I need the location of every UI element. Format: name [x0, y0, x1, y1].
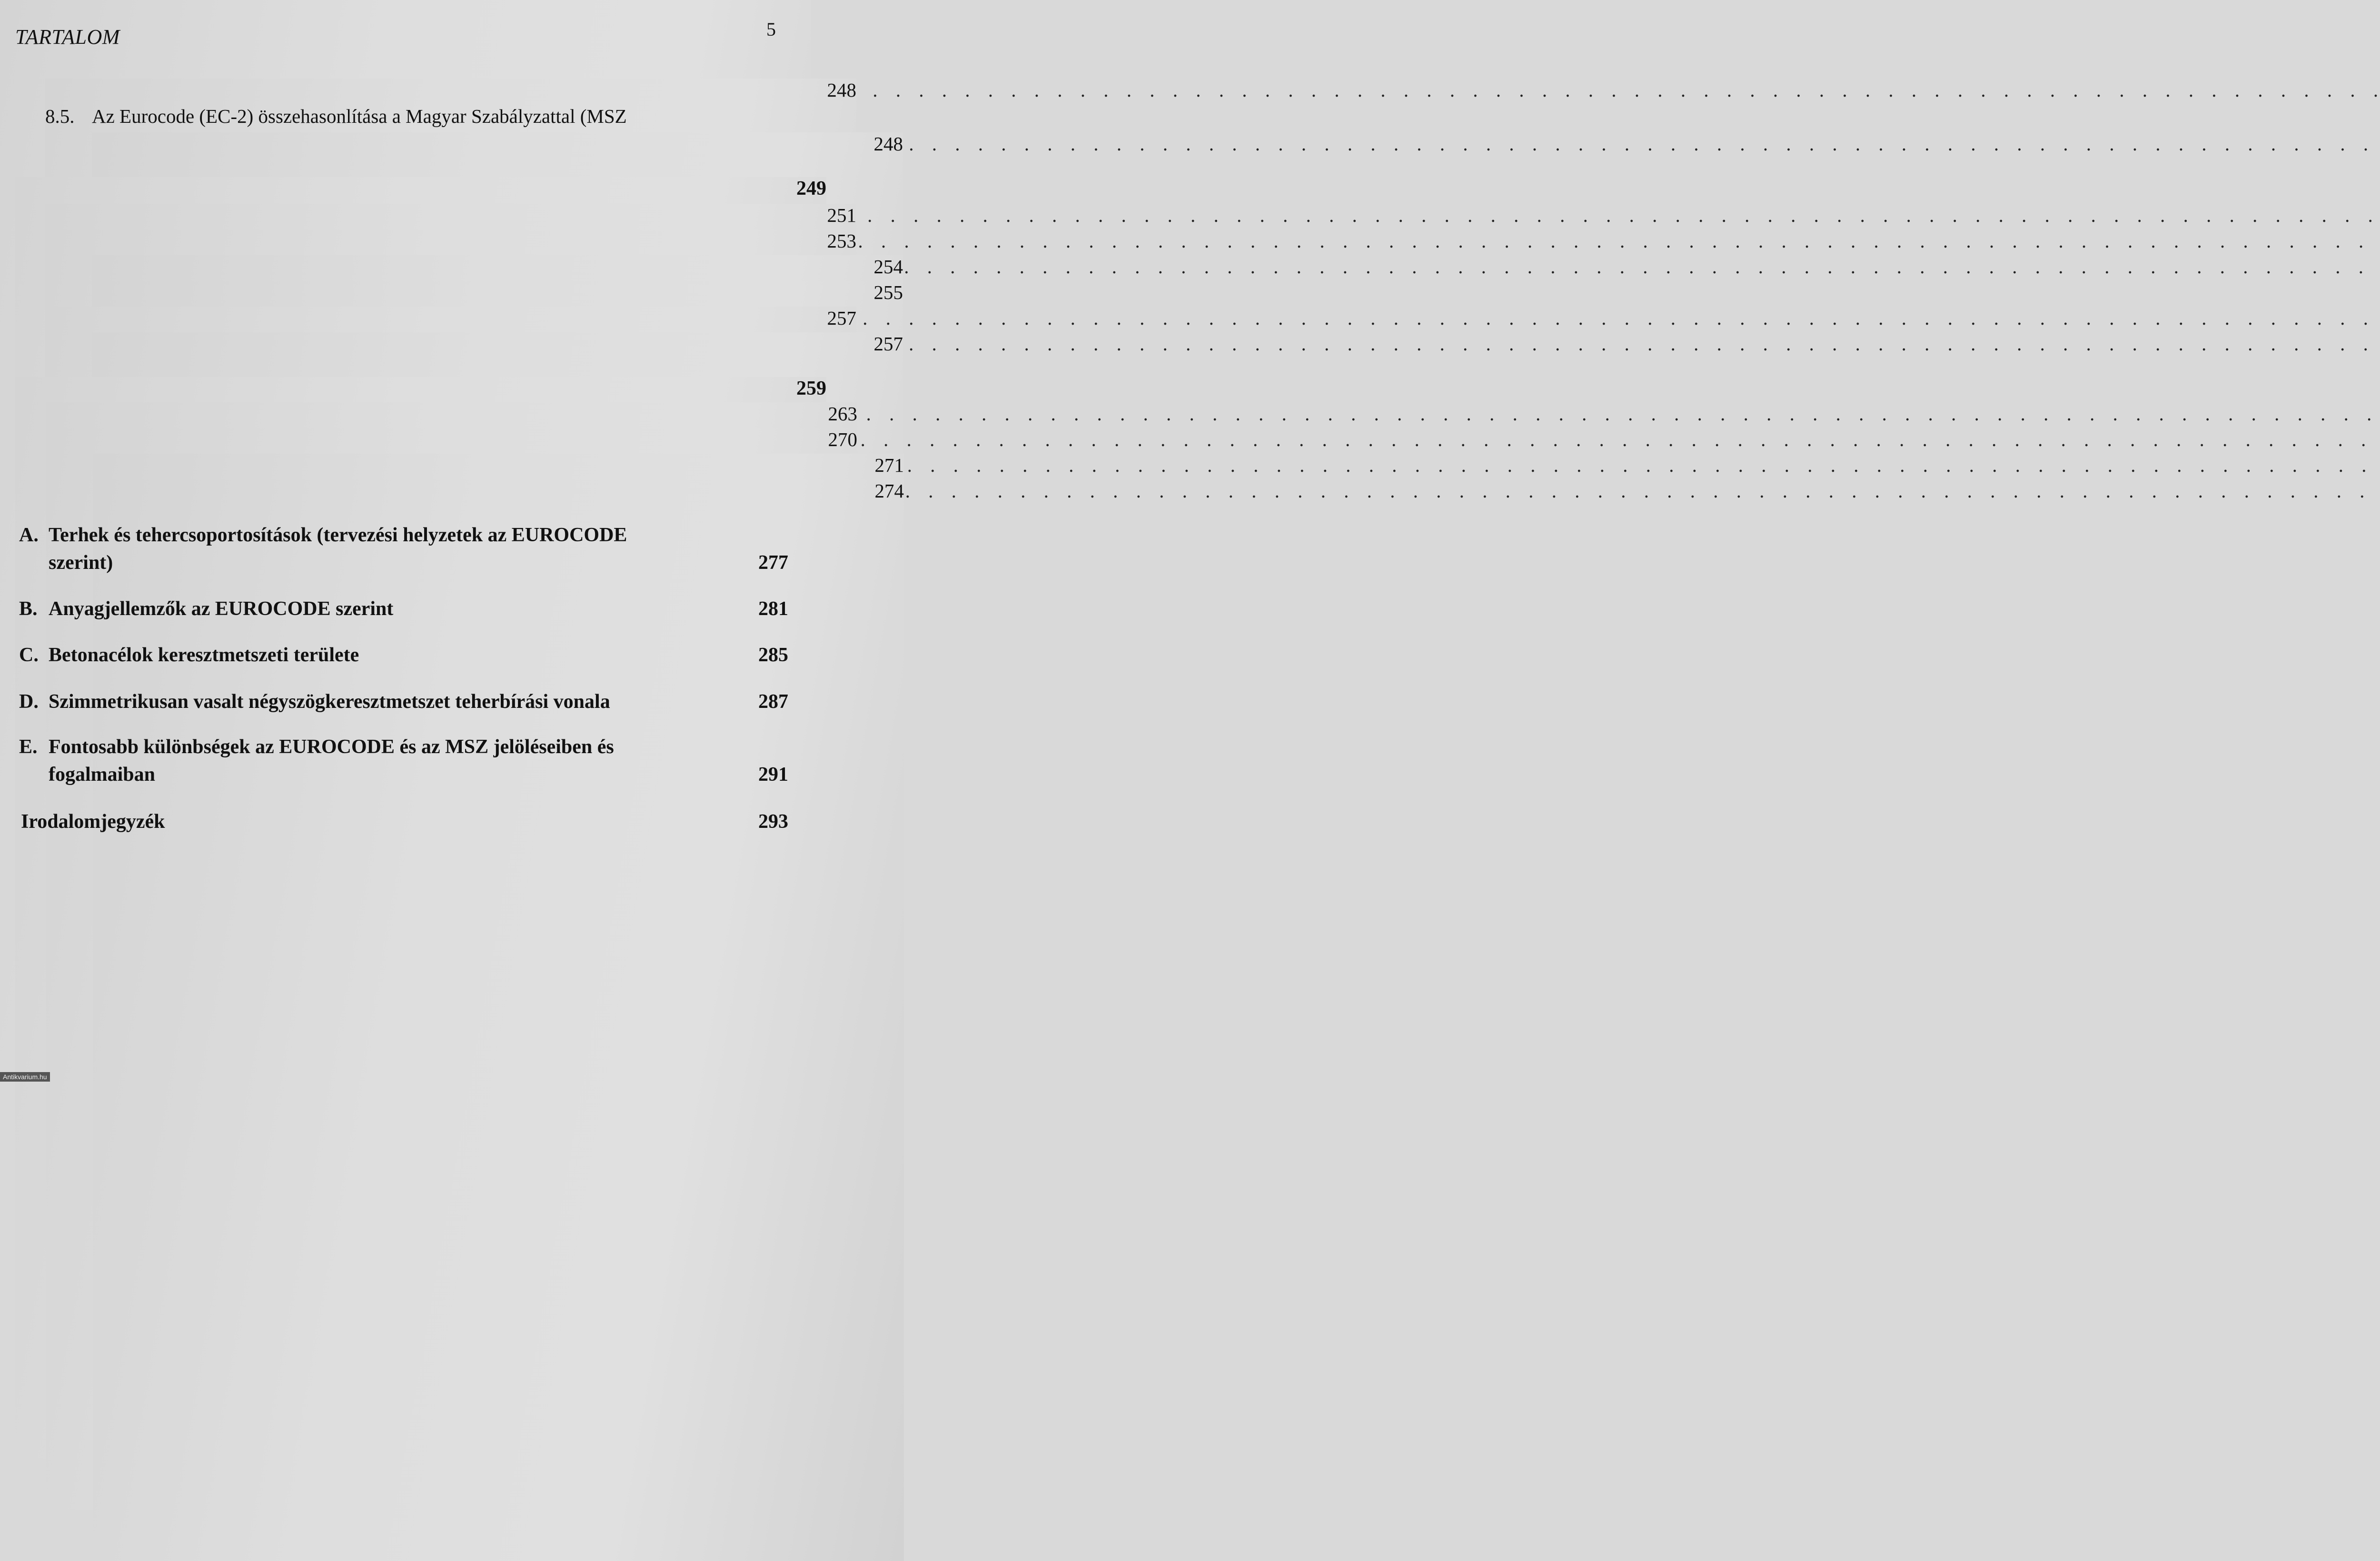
toc-entry-8-5-title: Az Eurocode (EC-2) összehasonlítása a Magyar Szabályzattal (MSZ — [92, 105, 627, 127]
toc-appendix-a-page: 277 — [758, 552, 788, 574]
toc-appendix-e-number: E. — [19, 736, 38, 758]
toc-entry-page: 253 — [45, 229, 856, 1311]
toc-entry-9-3-1 — [92, 332, 903, 355]
toc-entry-10-2-2 — [93, 479, 904, 502]
watermark: Antikvarium.hu — [0, 1072, 50, 1082]
toc-entry-9-3 — [45, 307, 856, 329]
toc-bibliography-title: Irodalomjegyzék — [21, 811, 165, 833]
toc-appendix-d-title: Szimmetrikusan vasalt négyszögkeresztmetszet teherbírási vonala — [49, 691, 610, 713]
toc-bibliography-page: 293 — [758, 811, 788, 833]
toc-entry-page: 271 — [93, 454, 904, 1535]
toc-entry-page: 274 — [93, 479, 904, 1561]
toc-appendix-a-title: Terhek és tehercsoportosítások (tervezési helyzetek az EUROCODE — [49, 524, 627, 546]
toc-entry-9-2-2 — [92, 281, 903, 304]
toc-entry-9-2-1 — [92, 255, 903, 278]
toc-appendix-e-title: Fontosabb különbségek az EUROCODE és az MSZ jelöléseiben és — [49, 736, 614, 758]
toc-entry-9-2 — [45, 229, 856, 252]
toc-entry-page: 257 — [92, 332, 903, 1414]
toc-entry-10-2-1 — [93, 454, 904, 477]
toc-appendix-d-page: 287 — [758, 691, 788, 713]
toc-chapter-9 — [15, 177, 826, 200]
toc-entry-page: 254 — [92, 255, 903, 1337]
toc-entry-page: 270 — [46, 428, 857, 1510]
page-number: 5 — [766, 19, 776, 40]
toc-chapter-10 — [15, 377, 826, 400]
book-page — [0, 0, 904, 1082]
toc-appendix-c-title: Betonacélok keresztmetszeti területe — [49, 644, 359, 666]
toc-appendix-a-title-continued: szerint) — [49, 552, 113, 574]
toc-appendix-e-title-continued: fogalmaiban — [49, 764, 156, 785]
toc-chapter-page: 259 — [15, 377, 826, 1459]
toc-appendix-e-page: 291 — [758, 764, 788, 785]
toc-appendix-b-page: 281 — [758, 598, 788, 620]
toc-entry-8-5-number: 8.5. — [45, 105, 75, 127]
toc-entry-8-5-continued — [92, 132, 903, 155]
toc-entry-8-4 — [45, 79, 856, 101]
toc-appendix-d-number: D. — [19, 691, 39, 713]
toc-entry-page: 263 — [46, 402, 857, 1484]
toc-entry-9-1 — [45, 204, 856, 227]
toc-appendix-c-number: C. — [19, 644, 39, 666]
toc-entry-page: 251 — [45, 204, 856, 1285]
toc-appendix-a-number: A. — [19, 524, 39, 546]
toc-appendix-b-number: B. — [19, 598, 38, 620]
toc-entry-10-1 — [46, 402, 857, 425]
toc-appendix-b-title: Anyagjellemzők az EUROCODE szerint — [49, 598, 394, 620]
toc-entry-page: 248 — [45, 79, 856, 1160]
toc-chapter-page: 249 — [15, 177, 826, 1259]
toc-entry-10-2 — [46, 428, 857, 451]
page-header-title: TARTALOM — [15, 25, 120, 49]
toc-entry-page: 255 — [92, 281, 903, 1362]
toc-appendix-c-page: 285 — [758, 644, 788, 666]
toc-entry-page: 248 — [92, 132, 903, 1214]
toc-entry-page: 257 — [45, 307, 856, 1388]
